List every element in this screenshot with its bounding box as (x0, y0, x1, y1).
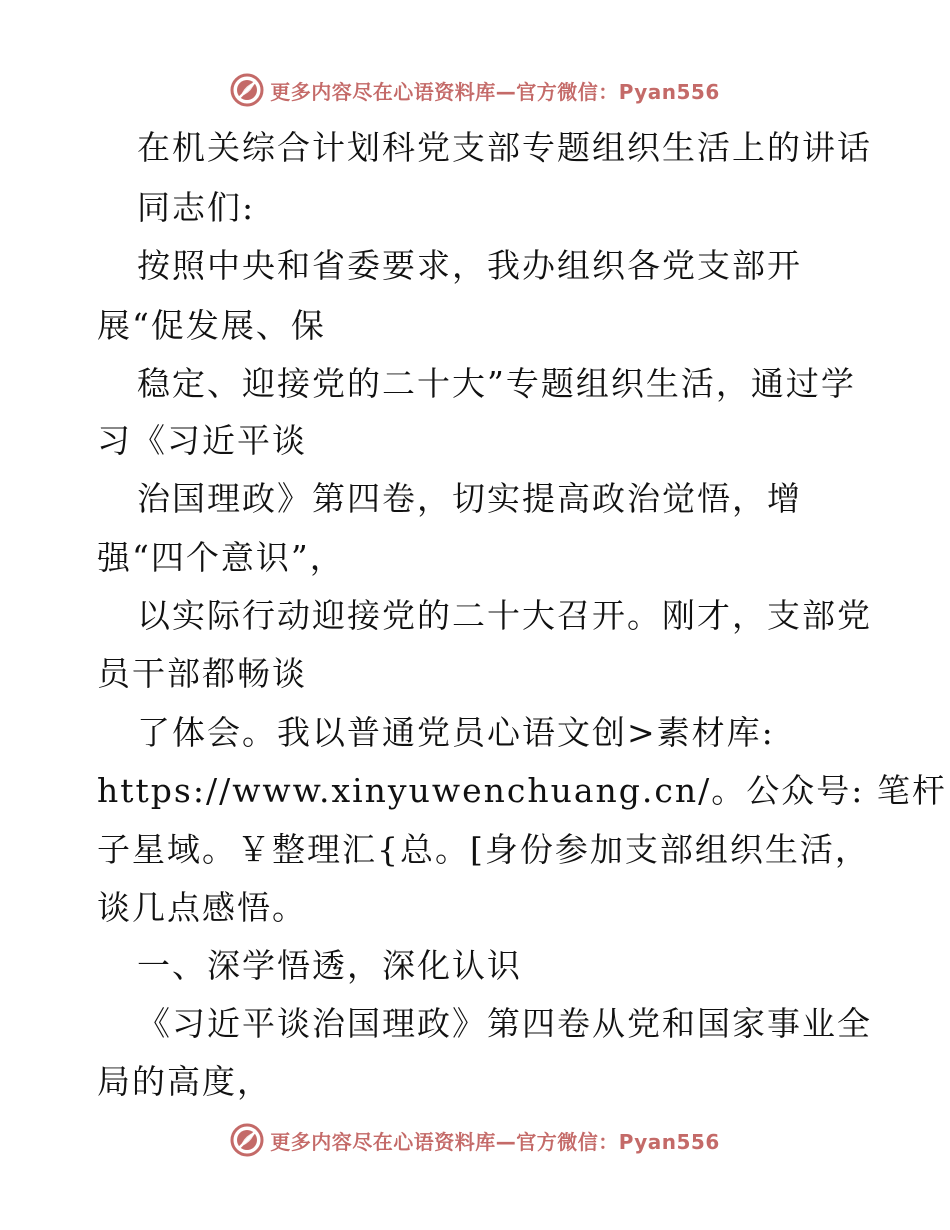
paragraph-line: 子星域。￥整理汇{总。[身份参加支部组织生活， (97, 830, 870, 869)
document-title: 在机关综合计划科党支部专题组织生活上的讲话 (137, 128, 872, 167)
salutation: 同志们: (137, 188, 256, 227)
paragraph-line: 治国理政》第四卷，切实提高政治觉悟，增 (137, 479, 802, 518)
paragraph-line: 《习近平谈治国理政》第四卷从党和国家事业全 (137, 1004, 872, 1043)
paragraph-line: 员干部都畅谈 (97, 654, 307, 693)
paragraph-line: 习《习近平谈 (97, 421, 307, 460)
paragraph-line: https://www.xinyuwenchuang.cn/。公众号: 笔杆 (97, 771, 947, 810)
footer-watermark-banner (0, 1120, 950, 1160)
paragraph-line: 按照中央和省委要求，我办组织各党支部开 (137, 246, 802, 285)
watermark-text: 更多内容尽在心语资料库—官方微信：Pyan556 (270, 1129, 720, 1154)
paragraph-line: 局的高度， (97, 1062, 272, 1101)
paragraph-line: 强“四个意识”， (97, 538, 345, 577)
paragraph-line: 以实际行动迎接党的二十大召开。刚才，支部党 (137, 596, 872, 635)
paragraph-line: 谈几点感悟。 (97, 888, 307, 927)
paragraph-line: 稳定、迎接党的二十大”专题组织生活，通过学 (137, 364, 856, 403)
section-heading: 一、深学悟透，深化认识 (137, 946, 522, 985)
watermark-text: 更多内容尽在心语资料库—官方微信：Pyan556 (270, 79, 720, 104)
feather-pen-logo-icon (230, 1123, 264, 1157)
paragraph-line: 展“促发展、保 (97, 306, 326, 345)
paragraph-line: 了体会。我以普通党员心语文创>素材库: (137, 713, 775, 752)
